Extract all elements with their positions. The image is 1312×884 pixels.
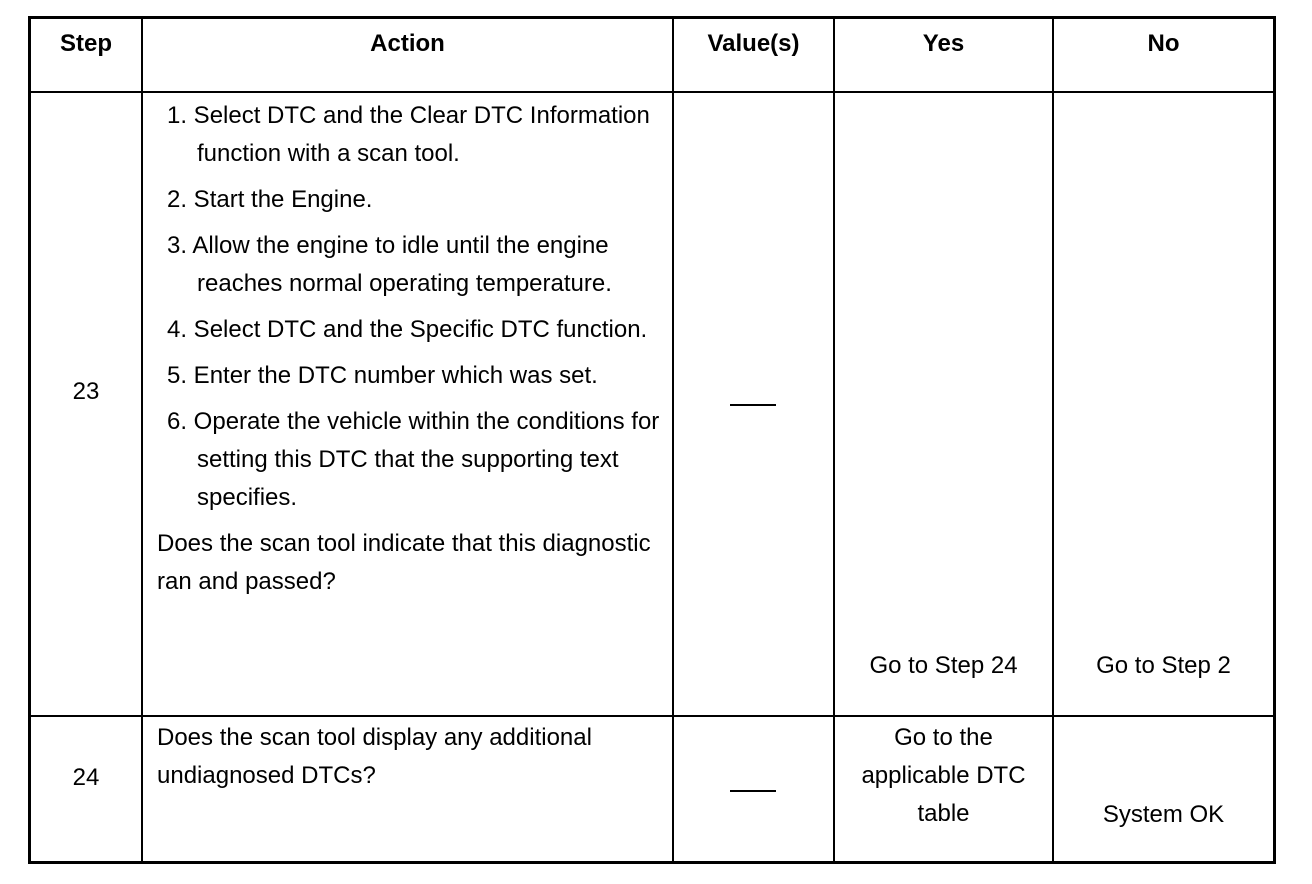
step-number: 24: [72, 764, 100, 791]
row-divider: [31, 91, 1273, 93]
header-yes: Yes: [922, 30, 965, 57]
action-step: 2. Start the Engine.: [167, 186, 373, 213]
value-dash: [730, 404, 776, 406]
column-divider: [833, 19, 835, 861]
action-step: 3. Allow the engine to idle until the engine reaches normal operating temperature.: [167, 232, 612, 297]
no-result: Go to Step 2: [1096, 652, 1231, 679]
action-cell: [157, 97, 662, 601]
header-values: Value(s): [707, 30, 800, 57]
column-divider: [672, 19, 674, 861]
step-number: 23: [72, 378, 100, 405]
diagnostic-table: [28, 16, 1276, 864]
value-dash: [730, 790, 776, 792]
yes-result: Go to Step 24: [869, 652, 1018, 679]
action-question: Does the scan tool display any additional undiagnosed DTCs?: [157, 724, 592, 789]
no-result: System OK: [1102, 801, 1225, 828]
action-question: Does the scan tool indicate that this diagnostic ran and passed?: [157, 530, 651, 595]
row-divider: [31, 715, 1273, 717]
yes-result: Go to the applicable DTC table: [861, 724, 1026, 827]
header-no: No: [1147, 30, 1180, 57]
action-step: 4. Select DTC and the Specific DTC function.: [167, 316, 648, 343]
action-step: 5. Enter the DTC number which was set.: [167, 362, 598, 389]
action-step: 6. Operate the vehicle within the conditions for setting this DTC that the supporting text specifies.: [167, 408, 660, 511]
header-action: Action: [370, 30, 445, 57]
column-divider: [1052, 19, 1054, 861]
action-step: 1. Select DTC and the Clear DTC Information function with a scan tool.: [167, 102, 650, 167]
header-step: Step: [59, 30, 112, 57]
action-steps: [157, 97, 662, 517]
column-divider: [141, 19, 143, 861]
